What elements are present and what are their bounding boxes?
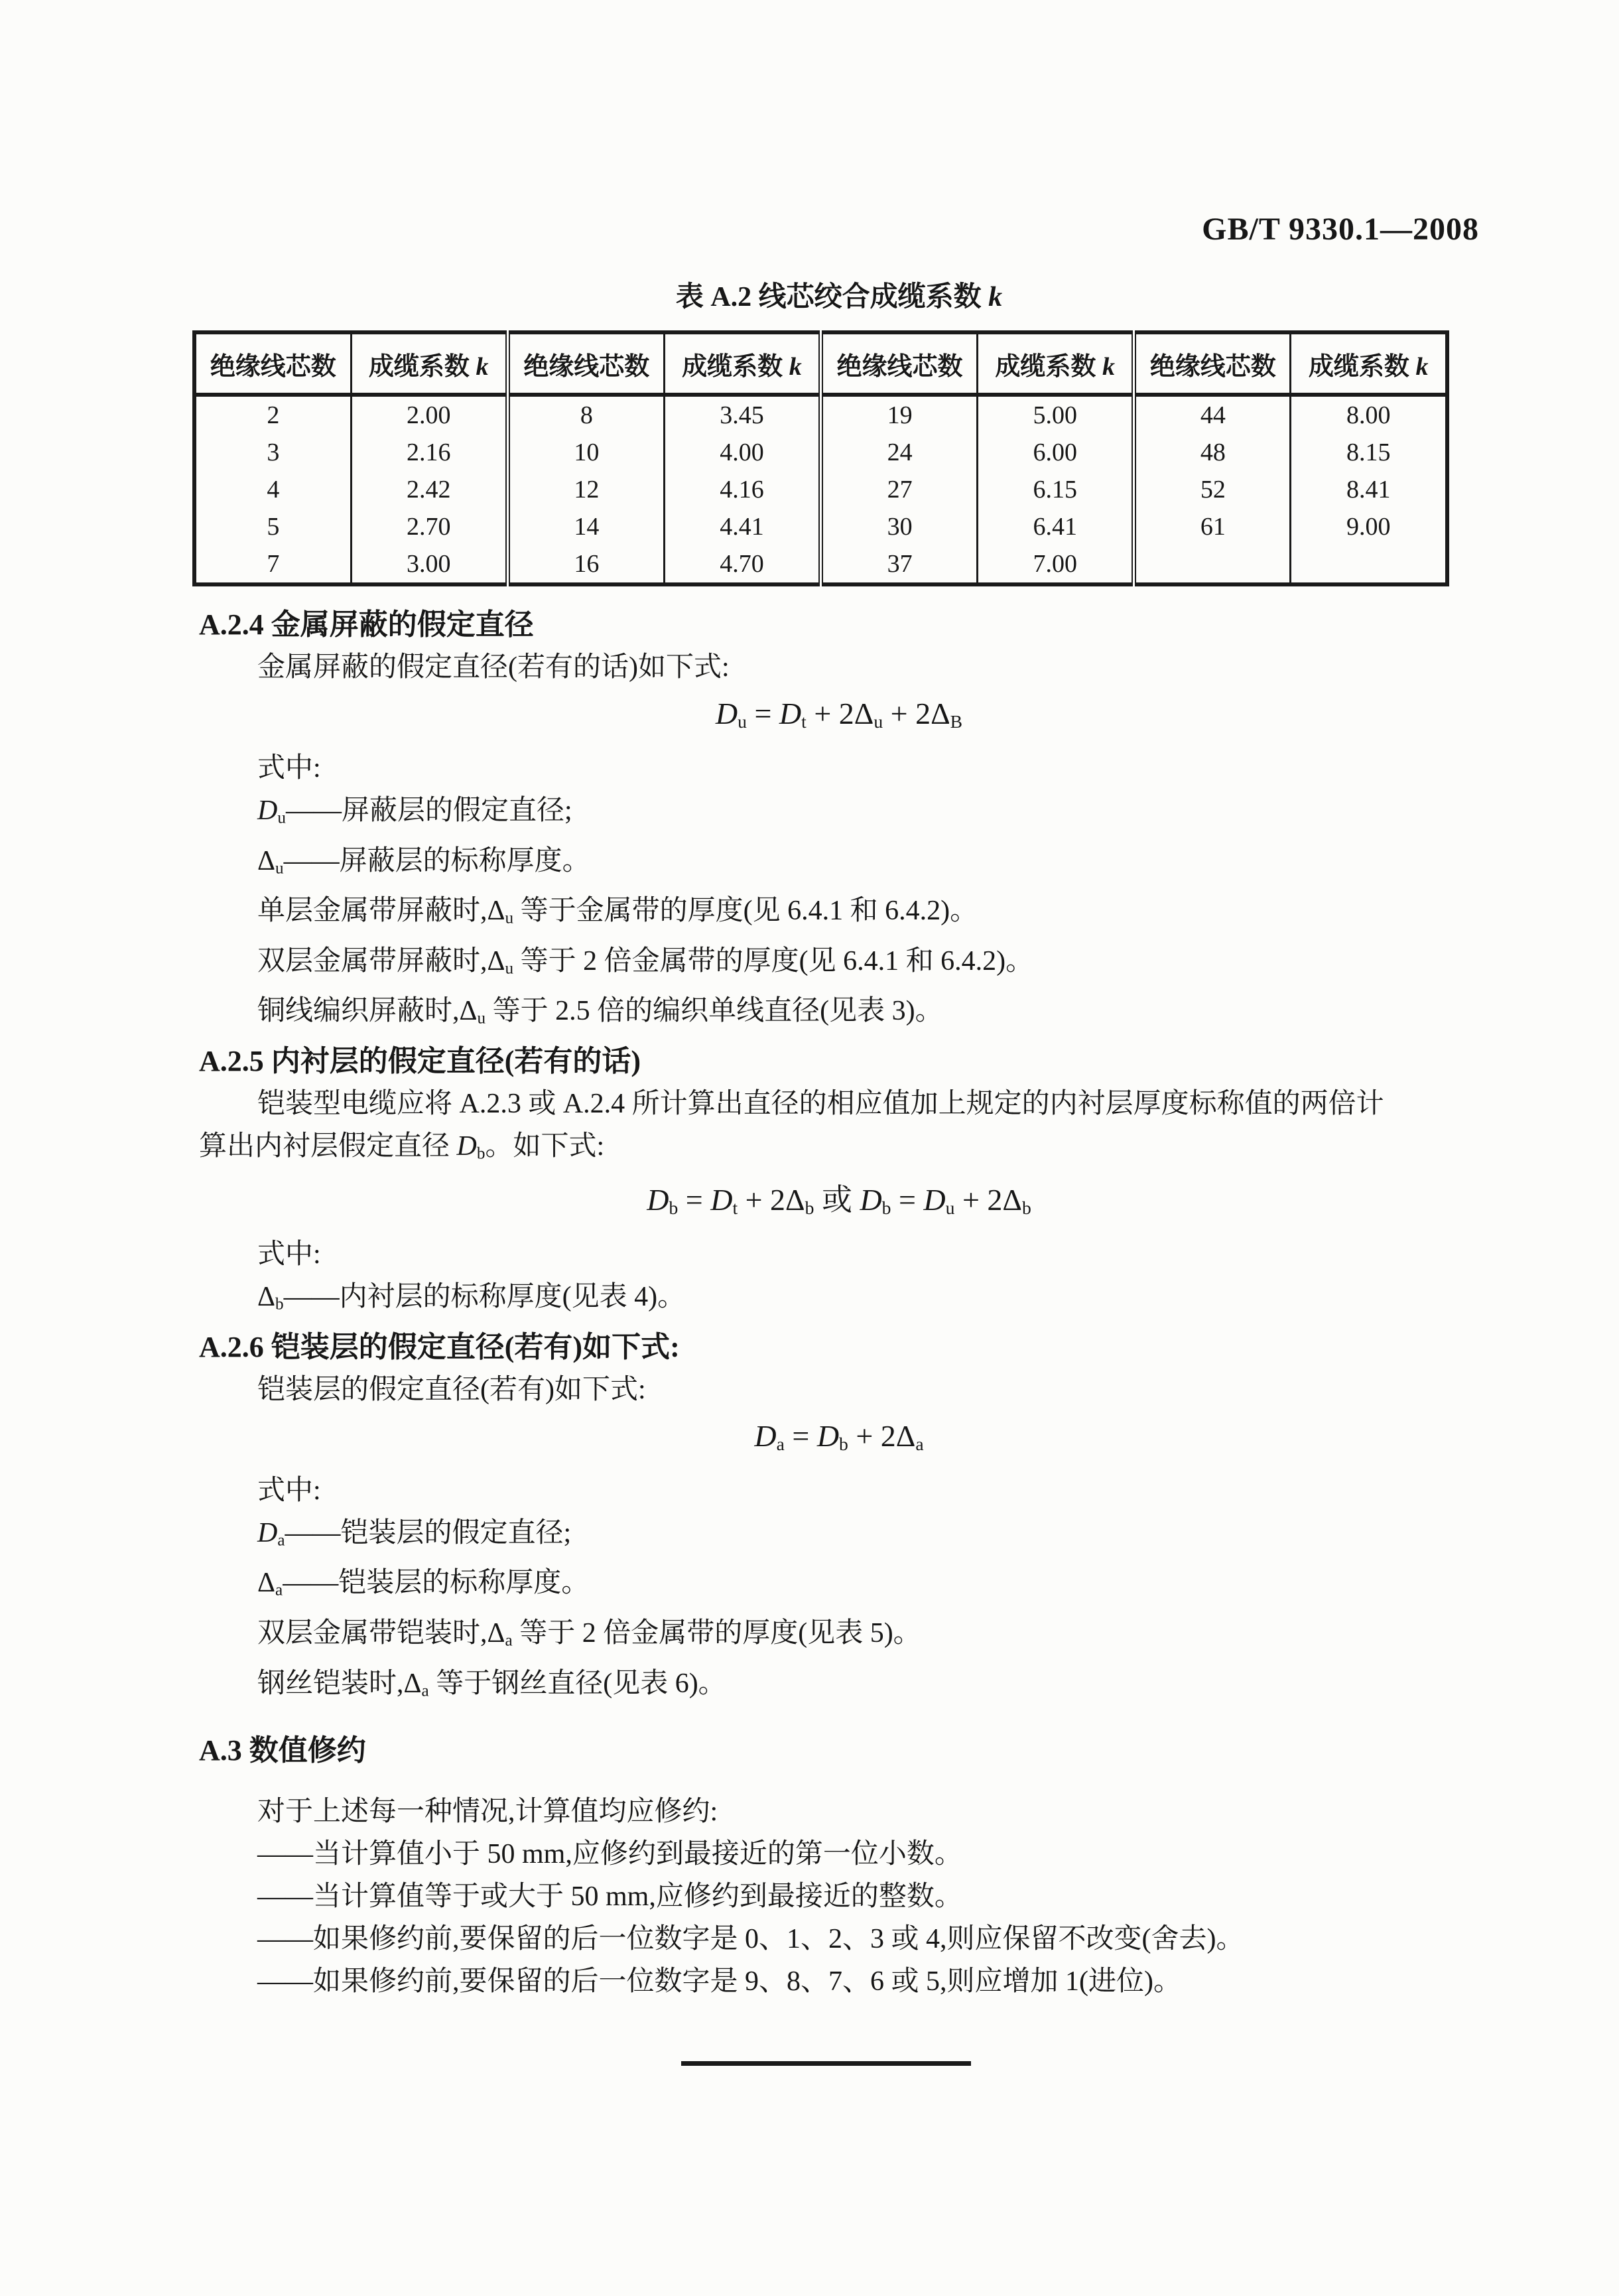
table-caption-symbol-k: k — [988, 282, 1003, 312]
table-cell: 6.15 — [978, 471, 1134, 508]
table-cell: 4.00 — [664, 434, 820, 471]
table-header-row — [194, 332, 1447, 395]
table-cell: 37 — [821, 545, 978, 584]
table-cell: 7.00 — [978, 545, 1134, 584]
table-cell: 3 — [267, 439, 280, 466]
table-cell: 2.70 — [351, 508, 507, 545]
section-a26-heading: A.2.6 铠装层的假定直径(若有)如下式: — [199, 1330, 680, 1363]
end-of-document-rule — [681, 2061, 971, 2066]
a24-note-braid: 铜线编织屏蔽时$,\Delta_u$ 等于 2.5 倍的编织单线直径(见表 3)。 — [257, 996, 943, 1028]
coeff-label: 成缆系数 — [1308, 352, 1416, 381]
table-caption-text: 表 A.2 线芯绞合成缆系数 — [675, 282, 989, 312]
a26-def-da: $D_a——$铠装层的假定直径; — [257, 1517, 572, 1550]
table-cell: 8.41 — [1291, 471, 1447, 508]
section-a25-heading: A.2.5 内衬层的假定直径(若有的话) — [199, 1044, 641, 1077]
coeff-symbol-k: k — [789, 352, 802, 381]
table-a2-caption — [199, 279, 1479, 316]
table-cell: 27 — [821, 471, 978, 508]
formula-db: $D_b = D_t + 2\Delta_b$ 或 $D_b = D_u + 2\Delta_b$ — [647, 1183, 1031, 1219]
a26-where-label: 式中: — [257, 1475, 321, 1506]
a3-rule-item: ——如果修约前,要保留的后一位数字是 9、8、7、6 或 5,则应增加 1(进位)。 — [257, 1966, 1181, 1997]
table-cell: 7 — [267, 550, 280, 578]
coeff-label: 成缆系数 — [682, 352, 789, 381]
table-cell: 6.41 — [978, 508, 1134, 545]
a3-rule-item: ——如果修约前,要保留的后一位数字是 0、1、2、3 或 4,则应保留不改变(舍去)。 — [257, 1924, 1244, 1955]
table-cell: 8 — [507, 395, 664, 434]
a25-paragraph-line-2: 算出内衬层假定直径 $D_b$。如下式: — [199, 1130, 605, 1163]
a25-def-delta-b: $\Delta_b——$内衬层的标称厚度(见表 4)。 — [257, 1282, 686, 1314]
a24-def-delta-u: $\Delta_u——$屏蔽层的标称厚度。 — [257, 845, 590, 878]
col-header-cores-1: 绝缘线芯数 — [194, 332, 351, 395]
table-cell: 5 — [267, 513, 280, 541]
table-cell: 16 — [507, 545, 664, 584]
a24-note-double-tape: 双层金属带屏蔽时$,\Delta_u$ 等于 2 倍金属带的厚度(见 6.4.1 和 6.4.2)。 — [257, 945, 1034, 978]
table-row — [194, 545, 1447, 584]
col-header-coeff-4 — [1291, 332, 1447, 395]
coeff-symbol-k: k — [1415, 352, 1429, 381]
table-cell — [1291, 545, 1447, 584]
table-row — [194, 395, 1447, 434]
table-cell — [1134, 545, 1291, 584]
formula-du: $D_u = D_t + 2\Delta_u + 2\Delta_B$ — [715, 697, 963, 732]
table-cell: 14 — [507, 508, 664, 545]
table-cell: 19 — [821, 395, 978, 434]
section-a3-heading: A.3 数值修约 — [199, 1734, 366, 1767]
a25-paragraph-line-1: 铠装型电缆应将 A.2.3 或 A.2.4 所计算出直径的相应值加上规定的内衬层厚度标称值的两倍计 — [257, 1088, 1384, 1119]
formula-da: $D_a = D_b + 2\Delta_a$ — [754, 1418, 924, 1454]
a26-note-double-tape: 双层金属带铠装时$,\Delta_a$ 等于 2 倍金属带的厚度(见表 5)。 — [257, 1617, 921, 1650]
a24-note-single-tape: 单层金属带屏蔽时$,\Delta_u$ 等于金属带的厚度(见 6.4.1 和 6.4.2)。 — [257, 896, 978, 927]
a24-where-label: 式中: — [257, 753, 321, 784]
coeff-label: 成缆系数 — [995, 352, 1102, 381]
section-a24-heading: A.2.4 金属屏蔽的假定直径 — [199, 608, 534, 641]
col-header-coeff-3 — [978, 332, 1134, 395]
table-cell: 4.16 — [664, 471, 820, 508]
table-cell: 4.41 — [664, 508, 820, 545]
table-cell: 9.00 — [1291, 508, 1447, 545]
a3-intro: 对于上述每一种情况,计算值均应修约: — [257, 1796, 718, 1828]
table-row — [194, 471, 1447, 508]
table-row — [194, 434, 1447, 471]
col-header-coeff-2 — [664, 332, 820, 395]
table-cell: 4.70 — [664, 545, 820, 584]
table-cell: 2.00 — [351, 395, 507, 434]
table-cell: 2.42 — [351, 471, 507, 508]
table-cell: 2.16 — [351, 434, 507, 471]
table-row — [194, 508, 1447, 545]
table-cell: 30 — [821, 508, 978, 545]
table-cell: 24 — [821, 434, 978, 471]
table-cell: 3.45 — [664, 395, 820, 434]
a3-rule-item: ——当计算值小于 50 mm,应修约到最接近的第一位小数。 — [257, 1839, 962, 1870]
table-cell: 10 — [507, 434, 664, 471]
a26-note-steel-wire: 钢丝铠装时$,\Delta_a$ 等于钢丝直径(见表 6)。 — [257, 1668, 726, 1700]
col-header-cores-4: 绝缘线芯数 — [1134, 332, 1291, 395]
coeff-symbol-k: k — [1102, 352, 1115, 381]
table-cell: 4 — [267, 476, 280, 504]
a3-rule-item: ——当计算值等于或大于 50 mm,应修约到最接近的整数。 — [257, 1881, 962, 1913]
col-header-cores-2: 绝缘线芯数 — [507, 332, 664, 395]
table-cell: 48 — [1134, 434, 1291, 471]
col-header-coeff-1 — [351, 332, 507, 395]
table-cell: 8.15 — [1291, 434, 1447, 471]
table-cell: 5.00 — [978, 395, 1134, 434]
col-header-cores-3: 绝缘线芯数 — [821, 332, 978, 395]
coeff-label: 成缆系数 — [368, 352, 476, 381]
a26-def-delta-a: $\Delta_a——$铠装层的标称厚度。 — [257, 1568, 590, 1599]
table-cell: 52 — [1134, 471, 1291, 508]
a24-def-du: $D_u——$屏蔽层的假定直径; — [257, 795, 572, 827]
table-cell: 3.00 — [351, 545, 507, 584]
a26-intro: 铠装层的假定直径(若有)如下式: — [257, 1374, 646, 1405]
table-cell: 2 — [267, 401, 280, 429]
table-cell: 44 — [1134, 395, 1291, 434]
coeff-symbol-k: k — [476, 352, 489, 381]
table-cell: 61 — [1134, 508, 1291, 545]
standard-number: GB/T 9330.1—2008 — [1202, 212, 1479, 247]
page-content — [199, 0, 1479, 2066]
table-a2 — [192, 330, 1449, 586]
table-cell: 6.00 — [978, 434, 1134, 471]
a24-intro: 金属屏蔽的假定直径(若有的话)如下式: — [257, 652, 730, 683]
table-cell: 12 — [507, 471, 664, 508]
table-cell: 8.00 — [1291, 395, 1447, 434]
a25-where-label: 式中: — [257, 1239, 321, 1270]
